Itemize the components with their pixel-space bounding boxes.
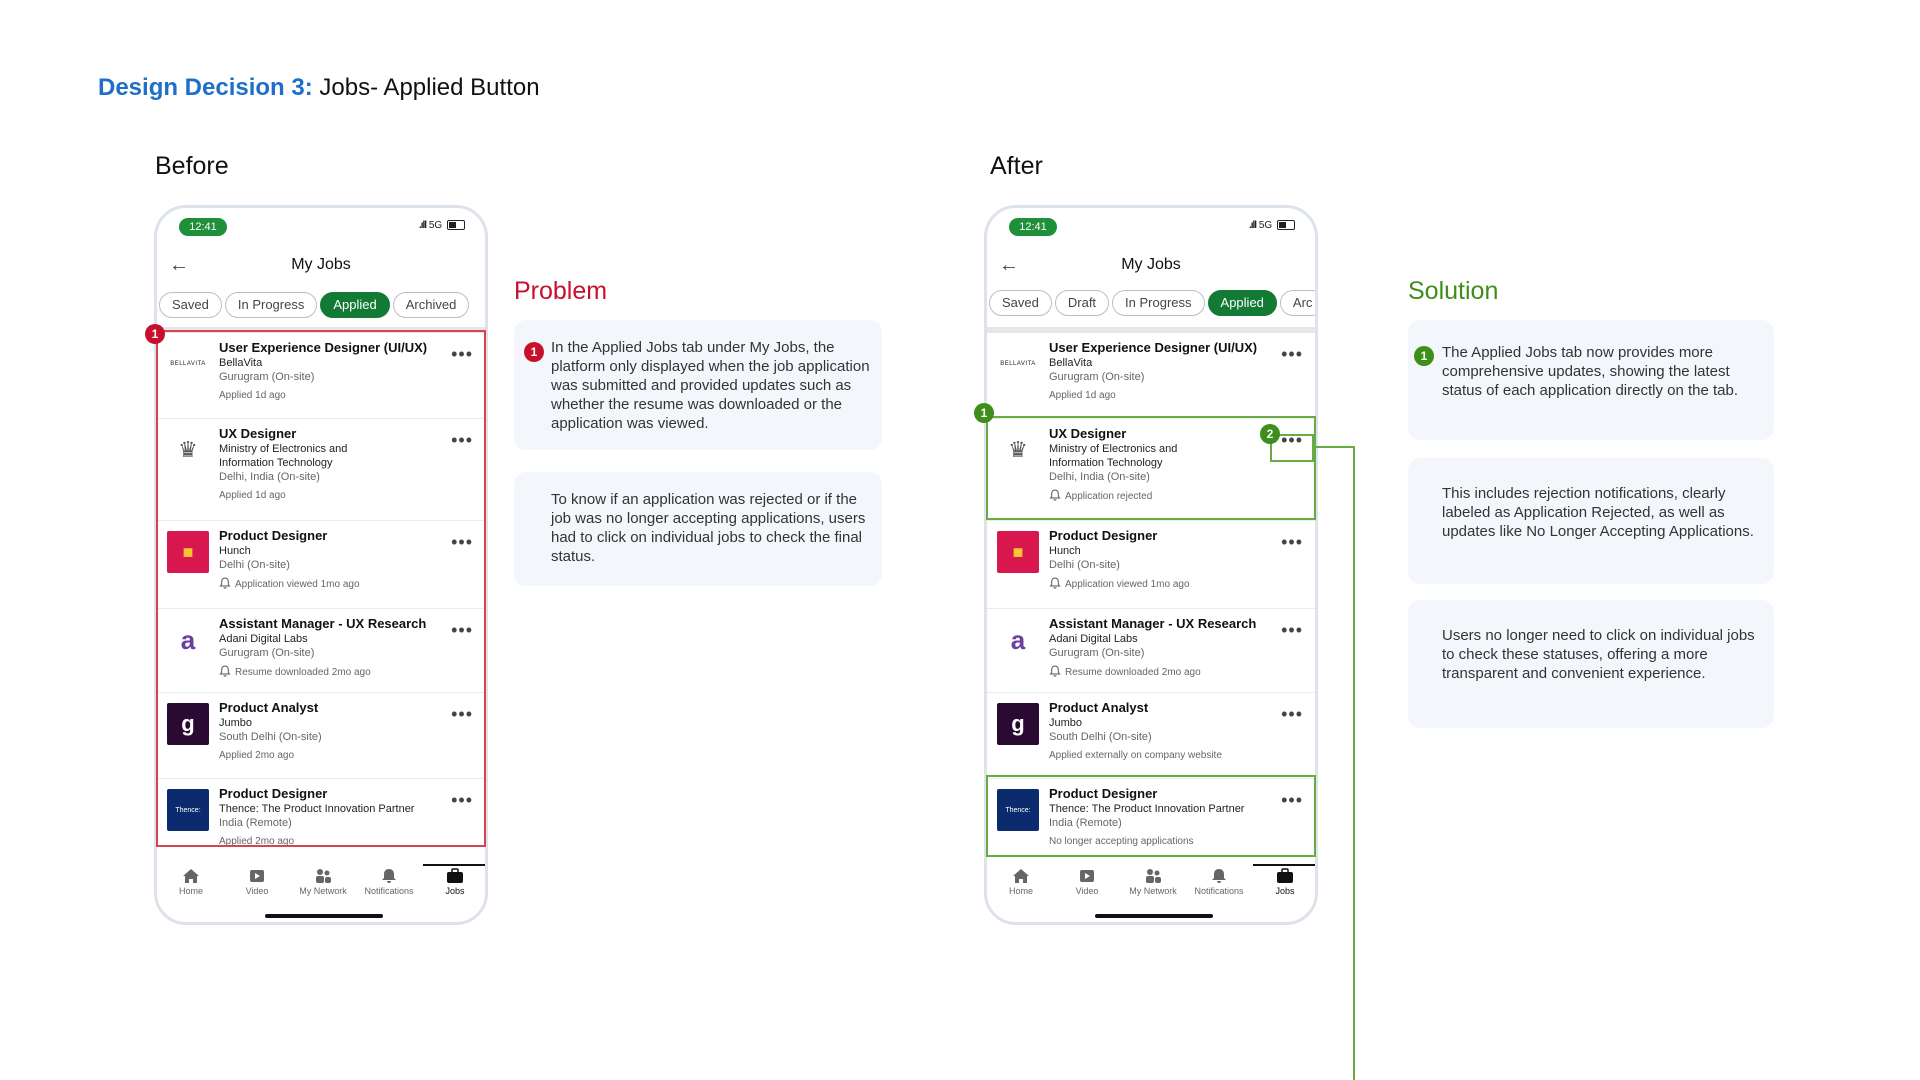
job-company: Jumbo [1049,717,1083,729]
tab-in-progress[interactable]: In Progress [225,292,317,318]
job-company: Thence: The Product Innovation Partner [219,803,415,815]
hunch-logo-icon: ■ [997,531,1039,573]
jumbo-logo-icon: g [997,703,1039,745]
app-bar [987,252,1315,282]
connector-line [1314,446,1354,448]
job-company: Thence: The Product Innovation Partner [1049,803,1245,815]
job-status: Applied externally on company website [1049,750,1222,761]
status-time: 12:41 [179,218,227,236]
more-options-icon[interactable]: ••• [1281,430,1303,450]
marker-badge: 1 [145,324,165,344]
solution-card-2 [1408,458,1774,584]
problem-card-2 [514,472,882,586]
more-options-icon[interactable]: ••• [1281,532,1303,552]
nav-my-network-label: My Network [299,886,347,896]
more-options-icon[interactable]: ••• [1281,704,1303,724]
job-status: Application rejected [1065,491,1153,502]
job-title: Product Designer [219,786,328,801]
emblem-logo-icon: ♛ [997,429,1039,471]
back-arrow-icon[interactable]: ← [999,254,1019,276]
job-company: Adani Digital Labs [219,633,308,645]
bellavita-logo: BELLAVITA [997,343,1039,385]
job-location: Gurugram (On-site) [1049,371,1145,383]
back-arrow-icon[interactable]: ← [169,254,189,276]
thence-logo: Thence: [167,789,209,831]
job-status: Application viewed 1mo ago [235,579,360,590]
job-tabs [987,290,1315,318]
more-options-icon[interactable]: ••• [451,704,473,724]
job-title: Product Designer [1049,786,1158,801]
job-location: Gurugram (On-site) [219,371,315,383]
tab-in-progress[interactable]: In Progress [1112,290,1204,316]
tab-applied[interactable]: Applied [1208,290,1277,316]
job-status: Resume downloaded 2mo ago [1065,667,1201,678]
solution-text-2: This includes rejection notifications, clearly labeled as Application Rejected, as well as updates like No Longer Accepting Applications. [1442,485,1754,540]
problem-heading: Problem [514,277,608,305]
app-title: My Jobs [1121,256,1181,273]
briefcase-icon [446,868,464,884]
problem-text: In the Applied Jobs tab under My Jobs, the platform only displayed when the job application was submitted and provided updates such as whether the resume was downloaded or the application was viewed. [551,339,870,432]
job-company: Adani Digital Labs [1049,633,1138,645]
tab-draft[interactable]: Draft [1055,290,1109,316]
nav-jobs-label: Jobs [445,886,465,896]
job-item[interactable] [987,609,1315,693]
more-options-icon[interactable]: ••• [451,790,473,810]
job-tabs [157,292,485,320]
marker-badge: 1 [524,342,544,362]
more-options-icon[interactable]: ••• [1281,620,1303,640]
signal-icon: .ıll [1248,220,1257,231]
job-company: BellaVita [1049,357,1093,369]
more-options-icon[interactable]: ••• [1281,790,1303,810]
video-icon [248,868,266,884]
job-status: Applied 1d ago [219,390,286,401]
job-status: Applied 1d ago [219,490,286,501]
job-title: User Experience Designer (UI/UX) [1049,340,1258,355]
job-status-row [1049,665,1275,679]
job-location: Delhi (On-site) [1049,559,1120,571]
status-time: 12:41 [1009,218,1057,236]
nav-notifications[interactable] [357,868,421,896]
page-title [98,74,540,102]
problem-card [514,320,882,450]
home-icon [1012,868,1030,884]
tab-applied[interactable]: Applied [320,292,389,318]
adani-logo-icon: a [167,619,209,661]
app-title: My Jobs [291,256,351,273]
job-company: Jumbo [219,717,253,729]
status-bar [157,216,485,236]
job-location: Delhi, India (On-site) [219,471,320,483]
job-location: Gurugram (On-site) [219,647,315,659]
nav-jobs-label: Jobs [1275,886,1295,896]
more-options-icon[interactable]: ••• [451,344,473,364]
job-status: Applied 2mo ago [219,750,295,761]
job-location: Delhi, India (On-site) [1049,471,1150,483]
network-label: 5G [1258,220,1273,231]
nav-video[interactable] [1055,868,1119,896]
battery-icon [1277,220,1295,230]
nav-my-network[interactable] [291,868,355,896]
page-title-text: Jobs- Applied Button [312,74,540,101]
marker-badge: 1 [974,403,994,423]
nav-jobs[interactable] [423,868,487,896]
network-label: 5G [428,220,443,231]
bottom-nav [157,868,485,908]
job-status: Resume downloaded 2mo ago [235,667,371,678]
more-options-icon[interactable]: ••• [451,532,473,552]
job-location: South Delhi (On-site) [1049,731,1152,743]
job-company: Hunch [219,545,251,557]
network-icon [314,868,332,884]
hunch-logo-icon: ■ [167,531,209,573]
job-title: Product Analyst [219,700,319,715]
job-title: UX Designer [1049,426,1127,441]
highlight-box-red [156,330,486,847]
adani-logo-icon: a [997,619,1039,661]
job-company: Ministry of Electronics and [219,443,348,455]
solution-text-3: Users no longer need to click on individual jobs to check these statuses, offering a more transparent and convenient experience. [1442,627,1755,682]
job-title: Product Analyst [1049,700,1149,715]
job-item[interactable] [987,693,1315,779]
job-title: Assistant Manager - UX Research [219,616,427,631]
job-company: BellaVita [219,357,263,369]
thence-logo: Thence: [997,789,1039,831]
tab-saved[interactable]: Saved [989,290,1052,316]
briefcase-icon [1276,868,1294,884]
app-bar [157,252,485,282]
more-options-icon[interactable]: ••• [451,620,473,640]
job-location: Gurugram (On-site) [1049,647,1145,659]
home-indicator [1095,914,1213,918]
home-icon [182,868,200,884]
tab-archived[interactable]: Arc [1280,290,1315,316]
status-bar [987,216,1315,236]
job-location: Delhi (On-site) [219,559,290,571]
nav-my-network[interactable] [1121,868,1185,896]
nav-video-label: Video [245,886,269,896]
bell-icon [1210,868,1228,884]
nav-home-label: Home [1008,886,1033,896]
nav-my-network-label: My Network [1129,886,1177,896]
solution-card [1408,320,1774,440]
problem-text-2: To know if an application was rejected or if the job was no longer accepting applications, users had to click on individual jobs to check the final status. [551,491,866,565]
nav-notifications-label: Notifications [364,886,414,896]
tab-saved[interactable]: Saved [159,292,222,318]
nav-home[interactable] [989,868,1053,896]
battery-icon [447,220,465,230]
home-indicator [265,914,383,918]
job-company-line2: Information Technology [1049,457,1163,469]
job-location: South Delhi (On-site) [219,731,322,743]
job-location: India (Remote) [219,817,292,829]
page-title-prefix: Design Decision 3: [98,74,313,101]
bell-icon [1049,577,1061,589]
before-heading: Before [155,152,229,180]
emblem-logo-icon: ♛ [167,429,209,471]
job-status: Applied 1d ago [1049,390,1116,401]
after-heading: After [990,152,1043,180]
more-options-icon[interactable]: ••• [451,430,473,450]
nav-video[interactable] [225,868,289,896]
job-status-row [1049,577,1275,591]
marker-badge: 2 [1260,424,1280,444]
job-company: Hunch [1049,545,1081,557]
job-title: Product Designer [219,528,328,543]
job-item[interactable] [987,333,1315,419]
nav-notifications-label: Notifications [1194,886,1244,896]
job-status: Applied 2mo ago [219,836,295,847]
nav-home[interactable] [159,868,223,896]
nav-notifications[interactable] [1187,868,1251,896]
tab-archived[interactable]: Archived [393,292,470,318]
nav-video-label: Video [1075,886,1099,896]
highlight-box-no-longer-accepting [986,775,1316,857]
nav-home-label: Home [178,886,203,896]
bellavita-logo: BELLAVITA [167,343,209,385]
job-location: India (Remote) [1049,817,1122,829]
solution-text: The Applied Jobs tab now provides more comprehensive updates, showing the latest status of each application directly on the tab. [1442,344,1739,399]
network-icon [1144,868,1162,884]
job-title: Assistant Manager - UX Research [1049,616,1257,631]
job-title: Product Designer [1049,528,1158,543]
job-status: Application viewed 1mo ago [1065,579,1190,590]
solution-card-3 [1408,600,1774,728]
signal-icon: .ıll [418,220,427,231]
job-status: No longer accepting applications [1049,836,1194,847]
bell-icon [380,868,398,884]
video-icon [1078,868,1096,884]
bottom-nav [987,868,1315,908]
bell-icon [1049,665,1061,677]
job-title: UX Designer [219,426,297,441]
solution-heading: Solution [1408,277,1499,305]
more-options-icon[interactable]: ••• [1281,344,1303,364]
status-indicators [419,220,465,231]
job-item[interactable] [987,521,1315,609]
connector-line-vertical [1353,446,1355,1080]
job-company-line2: Information Technology [219,457,333,469]
status-indicators [1249,220,1295,231]
job-title: User Experience Designer (UI/UX) [219,340,428,355]
job-company: Ministry of Electronics and [1049,443,1178,455]
jumbo-logo-icon: g [167,703,209,745]
marker-badge: 1 [1414,346,1434,366]
nav-jobs[interactable] [1253,868,1317,896]
